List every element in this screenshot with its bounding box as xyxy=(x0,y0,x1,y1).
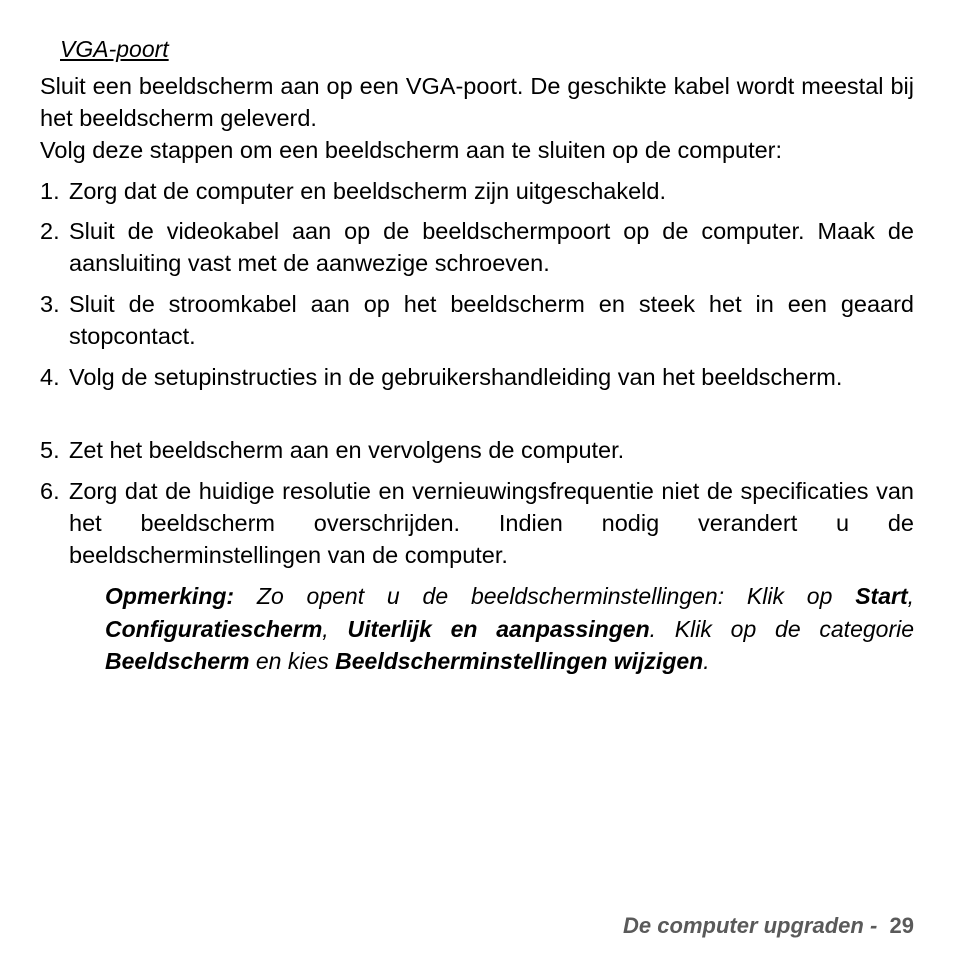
list-item xyxy=(40,434,914,466)
step-text: Zet het beeldscherm aan en vervolgens de computer. xyxy=(69,437,625,463)
note-change-settings: Beeldscherminstellingen wijzigen xyxy=(335,648,704,674)
list-item xyxy=(40,175,914,207)
step-number: 3. xyxy=(40,291,60,317)
note-text: Zo opent u de beeldscherminstellingen: Klik op xyxy=(234,583,856,609)
footer-title: De computer upgraden - xyxy=(623,913,878,938)
step-number: 5. xyxy=(40,437,60,463)
list-item xyxy=(40,215,914,279)
note-text: en kies xyxy=(249,648,336,674)
note-appearance: Uiterlijk en aanpassingen xyxy=(347,615,650,642)
step-number: 1. xyxy=(40,178,60,204)
step-text: Zorg dat de huidige resolutie en vernieuwingsfrequentie niet de specificaties van het beeldscherm overschrijden. Indien nodig verandert u de beeldscherminstellingen van de computer. xyxy=(69,478,914,568)
intro-paragraph: Sluit een beeldscherm aan op een VGA-poort. De geschikte kabel wordt meestal bij het beeldscherm geleverd. xyxy=(40,73,914,131)
step-text: Sluit de videokabel aan op de beeldschermpoort op de computer. Maak de aansluiting vast met de aanwezige schroeven. xyxy=(69,218,914,276)
instruction-intro: Volg deze stappen om een beeldscherm aan te sluiten op de computer: xyxy=(40,137,783,163)
note-control-panel: Configuratiescherm xyxy=(105,615,323,642)
note-end: . xyxy=(703,648,710,674)
step-number: 2. xyxy=(40,218,60,244)
document-page xyxy=(40,0,914,954)
list-item xyxy=(40,288,914,352)
step-number: 4. xyxy=(40,364,60,390)
note-start: Start xyxy=(855,583,908,609)
note-paragraph xyxy=(105,580,914,678)
note-display: Beeldscherm xyxy=(105,648,250,674)
step-number: 6. xyxy=(40,478,60,504)
note-text: . Klik op de categorie xyxy=(649,615,915,642)
step-text: Volg de setupinstructies in de gebruikershandleiding van het beeldscherm. xyxy=(69,364,843,390)
step-text: Zorg dat de computer en beeldscherm zijn uitgeschakeld. xyxy=(69,178,666,204)
list-item xyxy=(40,475,914,571)
note-separator: , xyxy=(907,583,914,609)
step-text: Sluit de stroomkabel aan op het beeldscherm en steek het in een geaard stopcontact. xyxy=(69,291,914,349)
list-item xyxy=(40,361,914,393)
note-label: Opmerking: xyxy=(105,583,235,609)
section-heading: VGA-poort xyxy=(60,36,169,62)
note-separator: , xyxy=(322,615,348,642)
page-number: 29 xyxy=(889,913,914,938)
page-footer xyxy=(623,913,914,939)
